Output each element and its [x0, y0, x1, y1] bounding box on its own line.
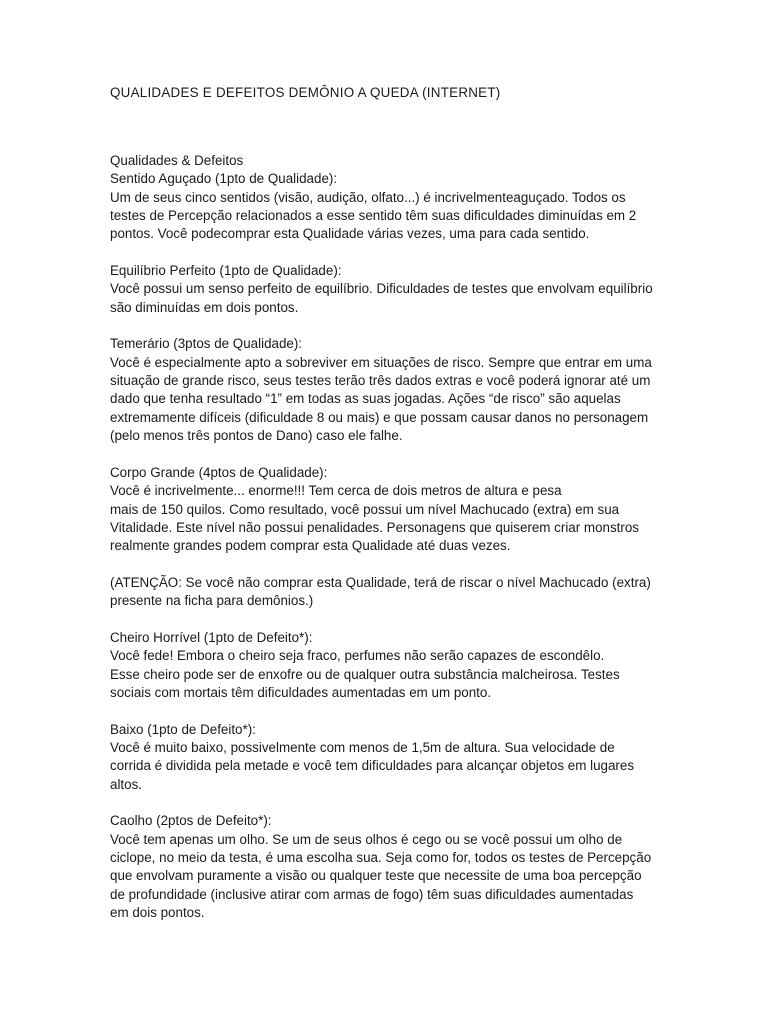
text-line: mais de 150 quilos. Como resultado, você possui um nível Machucado (extra) em sua [110, 501, 620, 517]
text-line: são diminuídas em dois pontos. [110, 299, 299, 315]
text-line: Você tem apenas um olho. Se um de seus olhos é cego ou se você possui um olho de [110, 831, 623, 847]
text-line: que envolvam puramente a visão ou qualquer teste que necessite de uma boa percepção [110, 868, 642, 884]
text-line: Um de seus cinco sentidos (visão, audição, olfato...) é incrivelmenteaguçado. Todos os [110, 189, 626, 205]
text-line: situação de grande risco, seus testes terão três dados extras e você poderá ignorar até um [110, 373, 651, 389]
text-line: de profundidade (inclusive atirar com armas de fogo) têm suas dificuldades aumentadas [110, 886, 634, 902]
text-line: (pelo menos três pontos de Dano) caso ele falhe. [110, 428, 403, 444]
text-line: dado que tenha resultado “1” em todas as suas jogadas. Ações “de risco” são aquelas [110, 391, 621, 407]
quality-title: Equilíbrio Perfeito (1pto de Qualidade): [110, 263, 342, 279]
text-line: (ATENÇÃO: Se você não comprar esta Qualidade, terá de riscar o nível Machucado (extra) [110, 574, 651, 590]
text-line: presente na ficha para demônios.) [110, 593, 314, 609]
text-line: ciclope, no meio da testa, é uma escolha sua. Seja como for, todos os testes de Percepção [110, 850, 652, 866]
paragraph-cheiro-horrivel [110, 629, 670, 702]
paragraph-baixo [110, 721, 670, 794]
text-line: Você possui um senso perfeito de equilíbrio. Dificuldades de testes que envolvam equilíbrio [110, 281, 653, 297]
text-line: pontos. Você podecomprar esta Qualidade várias vezes, uma para cada sentido. [110, 226, 590, 242]
text-line: extremamente difíceis (dificuldade 8 ou mais) e que possam causar danos no personagem [110, 409, 649, 425]
text-line: em dois pontos. [110, 905, 205, 921]
text-line: Esse cheiro pode ser de enxofre ou de qualquer outra substância malcheirosa. Testes [110, 666, 620, 682]
paragraph-atencao-note [110, 574, 670, 611]
section-heading: Qualidades & Defeitos [110, 153, 244, 168]
document-body [110, 152, 670, 941]
document-title: QUALIDADES E DEFEITOS DEMÔNIO A QUEDA (INTERNET) [110, 85, 501, 100]
text-line: Você fede! Embora o cheiro seja fraco, perfumes não serão capazes de escondêlo. [110, 648, 605, 664]
text-line: Vitalidade. Este nível não possui penalidades. Personagens que quiserem criar monstros [110, 519, 639, 535]
quality-title: Corpo Grande (4ptos de Qualidade): [110, 464, 328, 480]
paragraph-caolho [110, 812, 670, 922]
defect-title: Caolho (2ptos de Defeito*): [110, 813, 272, 829]
text-line: Você é incrivelmente... enorme!!! Tem cerca de dois metros de altura e pesa [110, 483, 562, 499]
paragraph-corpo-grande [110, 464, 670, 556]
quality-title: Temerário (3ptos de Qualidade): [110, 336, 303, 352]
text-line: sociais com mortais têm dificuldades aumentadas em um ponto. [110, 684, 492, 700]
text-line: altos. [110, 776, 143, 792]
text-line: realmente grandes podem comprar esta Qualidade até duas vezes. [110, 538, 511, 554]
paragraph-equilibrio-perfeito [110, 262, 670, 317]
text-line: Você é muito baixo, possivelmente com menos de 1,5m de altura. Sua velocidade de [110, 740, 615, 755]
defect-title: Baixo (1pto de Defeito*): [110, 721, 256, 737]
paragraph-temerario [110, 335, 670, 445]
quality-title: Sentido Aguçado (1pto de Qualidade): [110, 171, 338, 187]
text-line: corrida é dividida pela metade e você tem dificuldades para alcançar objetos em lugares [110, 758, 635, 774]
defect-title: Cheiro Horrível (1pto de Defeito*): [110, 629, 313, 645]
paragraph-sentido-agucado [110, 152, 670, 244]
text-line: testes de Percepção relacionados a esse sentido têm suas dificuldades diminuídas em 2 [110, 208, 637, 224]
text-line: Você é especialmente apto a sobreviver em situações de risco. Sempre que entrar em uma [110, 354, 652, 370]
